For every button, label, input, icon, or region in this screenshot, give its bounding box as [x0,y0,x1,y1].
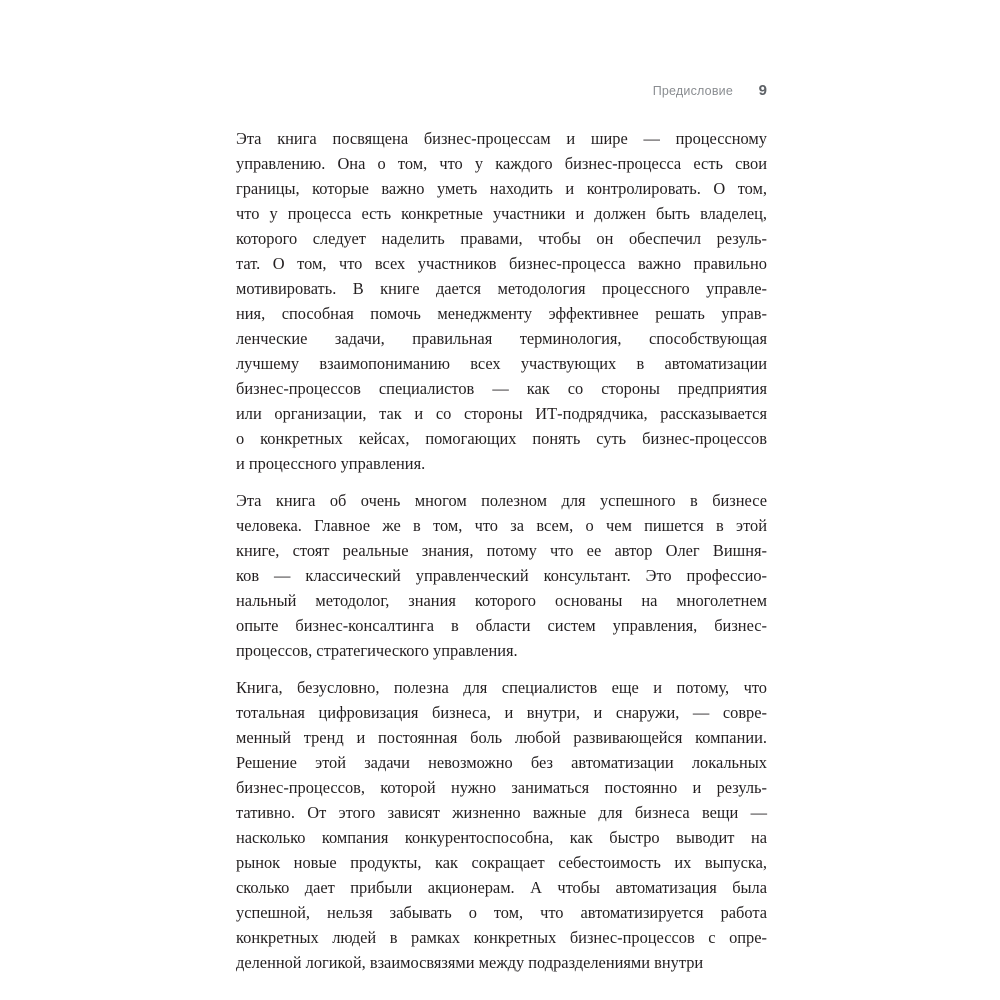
running-header [236,82,767,99]
text-line: тативно. От этого зависят жизненно важные для бизнеса вещи — [236,803,767,822]
text-line: или организации, так и со стороны ИТ-подрядчика, рассказывается [236,404,767,423]
text-line: границы, которые важно уметь находить и контролировать. О том, [236,179,767,198]
text-line: деленной логикой, взаимосвязями между подразделениями внутри [236,953,704,972]
text-line: Книга, безусловно, полезна для специалистов еще и потому, что [236,678,767,697]
text-line: нальный методолог, знания которого основаны на многолетнем [236,591,767,610]
text-line: ленческие задачи, правильная терминология, способствующая [236,329,767,348]
text-line: насколько компания конкурентоспособна, как быстро выводит на [236,828,767,847]
text-line: процессов, стратегического управления. [236,641,518,660]
text-line: успешной, нельзя забывать о том, что автоматизируется работа [236,903,767,922]
text-line: опыте бизнес-консалтинга в области систем управления, бизнес- [236,616,767,635]
text-line: Решение этой задачи невозможно без автоматизации локальных [236,753,767,772]
text-line: сколько дает прибыли акционерам. А чтобы автоматизация была [236,878,767,897]
text-line: управлению. Она о том, что у каждого бизнес-процесса есть свои [236,154,767,173]
text-line: бизнес-процессов специалистов — как со стороны предприятия [236,379,767,398]
text-line: конкретных людей в рамках конкретных бизнес-процессов с опре- [236,928,767,947]
text-line: о конкретных кейсах, помогающих понять суть бизнес-процессов [236,429,767,448]
text-line: лучшему взаимопониманию всех участвующих в автоматизации [236,354,767,373]
paragraph-3 [236,675,767,975]
page-number: 9 [758,82,767,99]
text-line: и процессного управления. [236,454,426,473]
text-line: бизнес-процессов, которой нужно заниматься постоянно и резуль- [236,778,767,797]
text-line: мотивировать. В книге дается методология процессного управле- [236,279,767,298]
text-line: менный тренд и постоянная боль любой развивающейся компании. [236,728,767,747]
body-text-column [236,126,767,975]
text-line: рынок новые продукты, как сокращает себестоимость их выпуска, [236,853,767,872]
text-line: ков — классический управленческий консультант. Это профессио- [236,566,767,585]
paragraph-1 [236,126,767,476]
text-line: которого следует наделить правами, чтобы он обеспечил резуль- [236,229,767,248]
text-line: что у процесса есть конкретные участники и должен быть владелец, [236,204,767,223]
text-line: ния, способная помочь менеджменту эффективнее решать управ- [236,304,767,323]
text-line: Эта книга об очень многом полезном для успешного в бизнесе [236,491,767,510]
text-line: книге, стоят реальные знания, потому что ее автор Олег Вишня- [236,541,767,560]
text-line: тат. О том, что всех участников бизнес-процесса важно правильно [236,254,767,273]
text-line: человека. Главное же в том, что за всем, о чем пишется в этой [236,516,767,535]
header-section-title: Предисловие [652,84,733,98]
paragraph-2 [236,488,767,663]
text-line: Эта книга посвящена бизнес-процессам и шире — процессному [236,129,767,148]
text-line: тотальная цифровизация бизнеса, и внутри, и снаружи, — совре- [236,703,767,722]
